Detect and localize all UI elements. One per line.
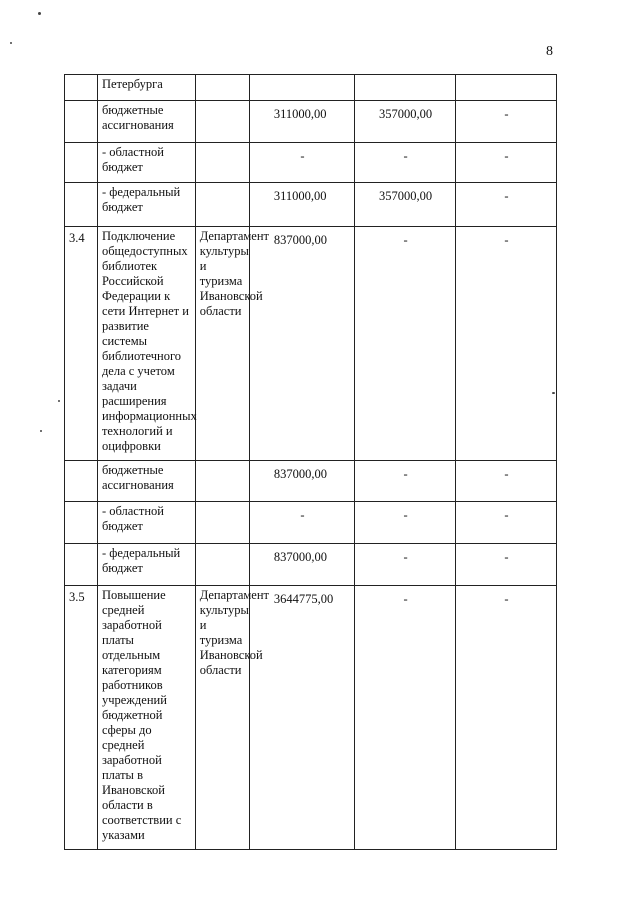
value-col-2: - xyxy=(355,501,456,543)
row-number xyxy=(65,101,98,143)
item-name: бюджетные ассигнования xyxy=(97,101,195,143)
executor xyxy=(195,543,249,585)
item-name: - федеральный бюджет xyxy=(97,183,195,227)
value-col-2: 357000,00 xyxy=(355,101,456,143)
value-col-3: - xyxy=(456,543,557,585)
table-row xyxy=(65,585,557,849)
value-col-1: 837000,00 xyxy=(249,461,354,501)
executor xyxy=(195,143,249,183)
value-col-3: - xyxy=(456,461,557,501)
table-row xyxy=(65,143,557,183)
value-col-1: - xyxy=(249,501,354,543)
value-col-1: 837000,00 xyxy=(249,227,354,461)
value-col-3: - xyxy=(456,585,557,849)
value-col-1: 3644775,00 xyxy=(249,585,354,849)
executor xyxy=(195,75,249,101)
value-col-2: - xyxy=(355,585,456,849)
row-number xyxy=(65,143,98,183)
scan-speck xyxy=(552,392,555,394)
table-row xyxy=(65,75,557,101)
table-row xyxy=(65,227,557,461)
table-row xyxy=(65,101,557,143)
value-col-2: 357000,00 xyxy=(355,183,456,227)
row-number: 3.5 xyxy=(65,585,98,849)
table-row xyxy=(65,461,557,501)
value-col-2: - xyxy=(355,227,456,461)
page-number: 8 xyxy=(546,44,553,59)
scan-speck xyxy=(38,12,41,15)
item-name: Петербурга xyxy=(97,75,195,101)
item-name: - федеральный бюджет xyxy=(97,543,195,585)
value-col-1: - xyxy=(249,143,354,183)
scan-speck xyxy=(40,430,42,432)
executor xyxy=(195,183,249,227)
value-col-3: - xyxy=(456,227,557,461)
value-col-3: - xyxy=(456,101,557,143)
value-col-2: - xyxy=(355,543,456,585)
value-col-2 xyxy=(355,75,456,101)
scan-speck xyxy=(58,400,60,402)
value-col-2: - xyxy=(355,143,456,183)
row-number xyxy=(65,543,98,585)
item-name: Подключение общедоступных библиотек Российской Федерации к сети Интернет и развитие системы библиотечного дела с учетом задачи расширения информационных технологий и оцифровки xyxy=(97,227,195,461)
table-row xyxy=(65,183,557,227)
table-row xyxy=(65,543,557,585)
executor xyxy=(195,501,249,543)
executor xyxy=(195,101,249,143)
row-number xyxy=(65,501,98,543)
value-col-1 xyxy=(249,75,354,101)
value-col-3 xyxy=(456,75,557,101)
row-number xyxy=(65,183,98,227)
budget-table xyxy=(64,74,557,850)
item-name: - областной бюджет xyxy=(97,501,195,543)
value-col-1: 311000,00 xyxy=(249,101,354,143)
row-number: 3.4 xyxy=(65,227,98,461)
row-number xyxy=(65,461,98,501)
executor xyxy=(195,461,249,501)
item-name: бюджетные ассигнования xyxy=(97,461,195,501)
item-name: - областной бюджет xyxy=(97,143,195,183)
scan-speck xyxy=(10,42,12,44)
value-col-1: 311000,00 xyxy=(249,183,354,227)
executor: Департамент культуры и туризма Ивановской области xyxy=(195,227,249,461)
value-col-3: - xyxy=(456,143,557,183)
item-name: Повышение средней заработной платы отдельным категориям работников учреждений бюджетной сферы до средней заработной платы в Ивановской области в соответствии с указами xyxy=(97,585,195,849)
row-number xyxy=(65,75,98,101)
value-col-3: - xyxy=(456,183,557,227)
executor: Департамент культуры и туризма Ивановской области xyxy=(195,585,249,849)
value-col-1: 837000,00 xyxy=(249,543,354,585)
value-col-3: - xyxy=(456,501,557,543)
value-col-2: - xyxy=(355,461,456,501)
table-row xyxy=(65,501,557,543)
